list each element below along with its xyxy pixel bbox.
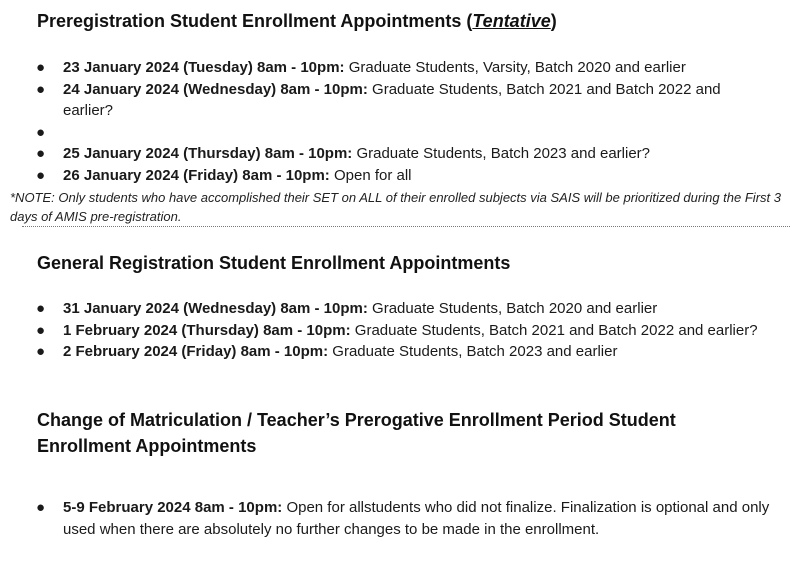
list-item-empty [0, 122, 791, 144]
prereg-heading [37, 8, 557, 34]
prereg-heading-tentative: Tentative [472, 11, 551, 31]
bullet-icon: ● [36, 166, 46, 184]
change-list [0, 497, 791, 540]
appointment-date: 26 January 2024 (Friday) 8am - 10pm: [63, 166, 330, 184]
appointment-date: 31 January 2024 (Wednesday) 8am - 10pm: [63, 300, 368, 317]
bullet-icon: ● [36, 59, 46, 76]
bullet-icon: ● [36, 123, 46, 141]
bullet-icon: ● [36, 321, 46, 339]
list-item [0, 320, 791, 342]
appointment-date: 23 January 2024 (Tuesday) 8am - 10pm: [63, 59, 345, 76]
appointment-desc: Graduate Students, Batch 2023 and earlier [328, 343, 618, 360]
change-heading: Change of Matriculation / Teacher’s Prerogative Enrollment Period Student Enrollment Appointments [37, 410, 676, 456]
prereg-note: *NOTE: Only students who have accomplished their SET on ALL of their enrolled subjects via SAIS will be prioritized during the First 3 days of AMIS pre-registration. [10, 190, 781, 224]
bullet-icon: ● [36, 499, 46, 516]
appointment-date: 2 February 2024 (Friday) 8am - 10pm: [63, 343, 329, 360]
list-item [0, 341, 791, 363]
divider [22, 226, 790, 227]
appointment-desc: Graduate Students, Batch 2023 and earlier? [352, 145, 650, 162]
genreg-heading: General Registration Student Enrollment Appointments [37, 253, 511, 273]
appointment-desc: Graduate Students, Batch 2021 and Batch 2022 and earlier? [63, 80, 721, 119]
genreg-list [0, 298, 791, 363]
appointment-date: 24 January 2024 (Wednesday) 8am - 10pm: [63, 80, 368, 98]
list-item [0, 165, 791, 187]
appointment-desc: Graduate Students, Batch 2021 and Batch 2022 and earlier? [350, 321, 758, 339]
appointment-date: 1 February 2024 (Thursday) 8am - 10pm: [63, 321, 351, 339]
appointment-desc: Open for all [329, 166, 412, 184]
list-item [0, 298, 791, 320]
prereg-heading-close: ) [550, 11, 557, 31]
bullet-icon: ● [36, 80, 46, 98]
appointment-desc: Graduate Students, Batch 2020 and earlier [367, 300, 658, 317]
bullet-icon: ● [36, 343, 46, 360]
list-item [0, 497, 791, 540]
appointment-desc: Graduate Students, Varsity, Batch 2020 and earlier [344, 59, 686, 76]
list-item [0, 57, 791, 79]
prereg-list [0, 57, 791, 186]
list-item [0, 143, 791, 165]
bullet-icon: ● [36, 300, 46, 317]
appointment-date: 5-9 February 2024 8am - 10pm: [63, 499, 283, 516]
appointment-date: 25 January 2024 (Thursday) 8am - 10pm: [63, 145, 353, 162]
list-item [0, 79, 791, 122]
bullet-icon: ● [36, 145, 46, 162]
appointment-desc: Open for allstudents who did not finalize. Finalization is optional and only used when there are absolutely no further changes to be made in the enrollment. [63, 499, 770, 538]
prereg-heading-text: Preregistration Student Enrollment Appointments ( [37, 11, 473, 31]
